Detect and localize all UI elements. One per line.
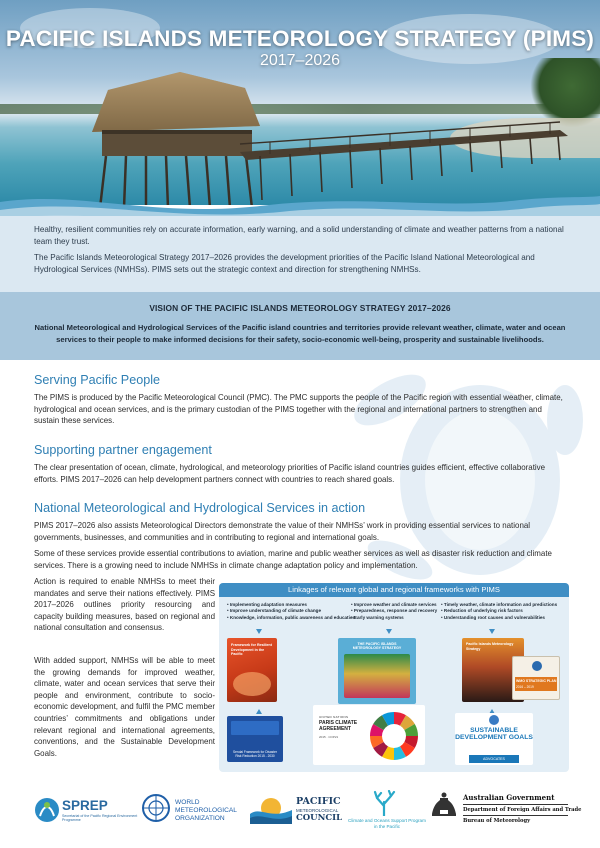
vision-statement: National Meteorological and Hydrological Services of the Pacific island countries and territories provide relevant weather, climate, water and ocean services to their people to make informed decisions for their safety, socio-economic well-being, prosperity and sustainable livelihoods. <box>34 323 566 344</box>
frdp-title: Framework for Resilient Development in the Pacific <box>231 643 272 657</box>
arrow-down-icon <box>386 629 392 634</box>
sendai-framework-thumbnail <box>227 716 283 762</box>
hero-banner <box>0 0 600 205</box>
intro-paragraph: Healthy, resilient communities rely on accurate information, early warning, and a solid understanding of climate and weather patterns from a national team they trust. <box>34 225 564 246</box>
sdg-subtitle: ADVOCATES <box>469 755 519 763</box>
partner-logos-footer <box>0 784 600 848</box>
sdg-wheel-icon <box>367 709 421 763</box>
sdg-title: SUSTAINABLE DEVELOPMENT GOALS <box>455 727 533 741</box>
pmc-logo-text-1: PACIFIC <box>296 796 341 807</box>
frdp-document-thumbnail <box>227 638 277 702</box>
cosppac-logo-icon <box>372 790 396 816</box>
bom-text: Bureau of Meteorology <box>463 818 531 824</box>
section-body-nmhs-2: Some of these services provide essential contributions to aviation, marine and public weather services as well as disaster risk reduction and climate services. There is a growing need to include NMHSs in climate change adaptation policy and implementation. <box>34 549 552 570</box>
framework-bullets-3 <box>441 602 557 621</box>
dfat-text: Department of Foreign Affairs and Trade <box>463 807 582 813</box>
sprep-logo-subtext: Secretariat of the Pacific Regional Environment Programme <box>62 814 138 823</box>
wmo-plan-title: WMO STRATEGIC PLAN <box>516 679 557 683</box>
paris-title: PARIS CLIMATE AGREEMENT <box>319 720 358 732</box>
bullet-item: • Improve weather and climate services <box>351 602 437 607</box>
strategy-doc-title: Pacific Islands Meteorology Strategy <box>466 642 514 651</box>
sprep-logo-text: SPREP <box>62 798 108 813</box>
section-body-nmhs-3: Action is required to enable NMHSs to meet their mandates and serve their nations effectively. PIMS 2017–2026 outlines priority resourcing and capacity building measures, based on regional and national consultation and consensus. <box>34 577 215 633</box>
section-heading-nmhs: National Meteorological and Hydrological Services in action <box>34 501 366 515</box>
vision-title: VISION OF THE PACIFIC ISLANDS METEOROLOGY STRATEGY 2017–2026 <box>149 303 451 313</box>
arrow-down-icon <box>256 629 262 634</box>
section-heading-partner: Supporting partner engagement <box>34 443 212 457</box>
australian-coat-of-arms-icon <box>430 792 458 818</box>
sprep-logo-icon <box>34 796 60 826</box>
bullet-item: • Improve understanding of climate change <box>227 608 322 614</box>
wmo-plan-thumbnail <box>512 656 560 700</box>
sdg-advocates-thumbnail <box>455 713 533 765</box>
pims-document-thumbnail <box>338 638 416 704</box>
aus-gov-text: Australian Government <box>463 793 555 802</box>
frameworks-infographic <box>219 583 569 772</box>
bullet-item: • Implementing adaptation measures <box>227 602 307 607</box>
wmo-plan-years: 2016 – 2019 <box>516 685 534 689</box>
sendai-title: Sendai Framework for Disaster Risk Reduction 2015 - 2030 <box>233 750 277 758</box>
bullet-item: • Knowledge, information, public awareness and education <box>227 614 356 620</box>
section-body-nmhs-1: PIMS 2017–2026 also assists Meteorological Directors demonstrate the value of their NMHSs’ work in providing essential services to national governments, businesses, and communities and in contributing to regional and international goals. <box>34 521 531 542</box>
divider <box>463 804 568 805</box>
divider <box>463 815 568 816</box>
paris-subtitle: 2015 · COP21 <box>319 735 339 739</box>
wmo-logo-icon <box>140 792 172 826</box>
vision-section <box>0 292 600 360</box>
bullet-item: • Early warning systems <box>351 614 404 620</box>
intro-paragraph: The Pacific Islands Meteorological Strategy 2017–2026 provides the development priorities of the Pacific Island National Meteorological and Hydrological Services (NMHSs). PIMS sets out the strategic context and direction for strengthening NMHSs. <box>34 253 535 274</box>
arrow-down-icon <box>489 629 495 634</box>
framework-bullets-2 <box>351 602 437 621</box>
page-title: PACIFIC ISLANDS METEOROLOGY STRATEGY (PIMS) <box>5 26 595 51</box>
bullet-item: • Preparedness, response and recovery <box>351 608 438 614</box>
intro-section <box>0 216 600 292</box>
pmc-logo-text-2: METEOROLOGICAL <box>296 808 339 813</box>
cosppac-logo-text: Climate and Oceans Support Program in the Pacific <box>348 818 426 829</box>
arrow-up-icon <box>256 709 262 714</box>
bullet-item: • Reduction of underlying risk factors <box>441 608 523 614</box>
pmc-logo-text-3: COUNCIL <box>296 813 343 823</box>
pmc-logo-icon <box>250 796 292 824</box>
page-subtitle: 2017–2026 <box>259 52 341 69</box>
framework-bullets-1 <box>227 602 355 621</box>
paris-agreement-thumbnail <box>313 705 425 765</box>
pims-doc-title: THE PACIFIC ISLANDS METEOROLOGY STRATEGY <box>352 642 402 650</box>
section-body-partner: The clear presentation of ocean, climate, hydrological, and meteorology priorities of Pacific island countries guides efficient, effective collaborative efforts. PIMS 2017–2026 can help development partners connect with countries to reach shared goals. <box>34 463 546 484</box>
infographic-title: Linkages of relevant global and regional frameworks with PIMS <box>219 583 569 597</box>
wmo-logo-text: WORLD METEOROLOGICAL ORGANIZATION <box>175 799 237 822</box>
section-heading-serving: Serving Pacific People <box>34 373 161 387</box>
section-body-nmhs-4: With added support, NMHSs will be able to meet the growing demands for improved weather, climate, water and ocean services that serve their people and environment, contribute to socio-economic development, and fulfil the PMC member countries’ commitments and obligations under relevant regional and international agreements, conventions, and the Sustainable Development Goals. <box>34 656 215 758</box>
bullet-item: • Understanding root causes and vulnerabilities <box>441 614 545 620</box>
paris-un-label: UNITED NATIONS <box>319 715 349 719</box>
section-body-serving: The PIMS is produced by the Pacific Meteorological Council (PMC). The PMC supports the people of the Pacific region with essential weather, climate, hydrological and ocean services, and is the primary custodian of the PIMS together with the regional and international partners to strengthen and sustain these services. <box>34 393 563 426</box>
stilt-hut-illustration <box>40 68 600 205</box>
bullet-item: • Timely weather, climate information and predictions <box>441 602 558 607</box>
